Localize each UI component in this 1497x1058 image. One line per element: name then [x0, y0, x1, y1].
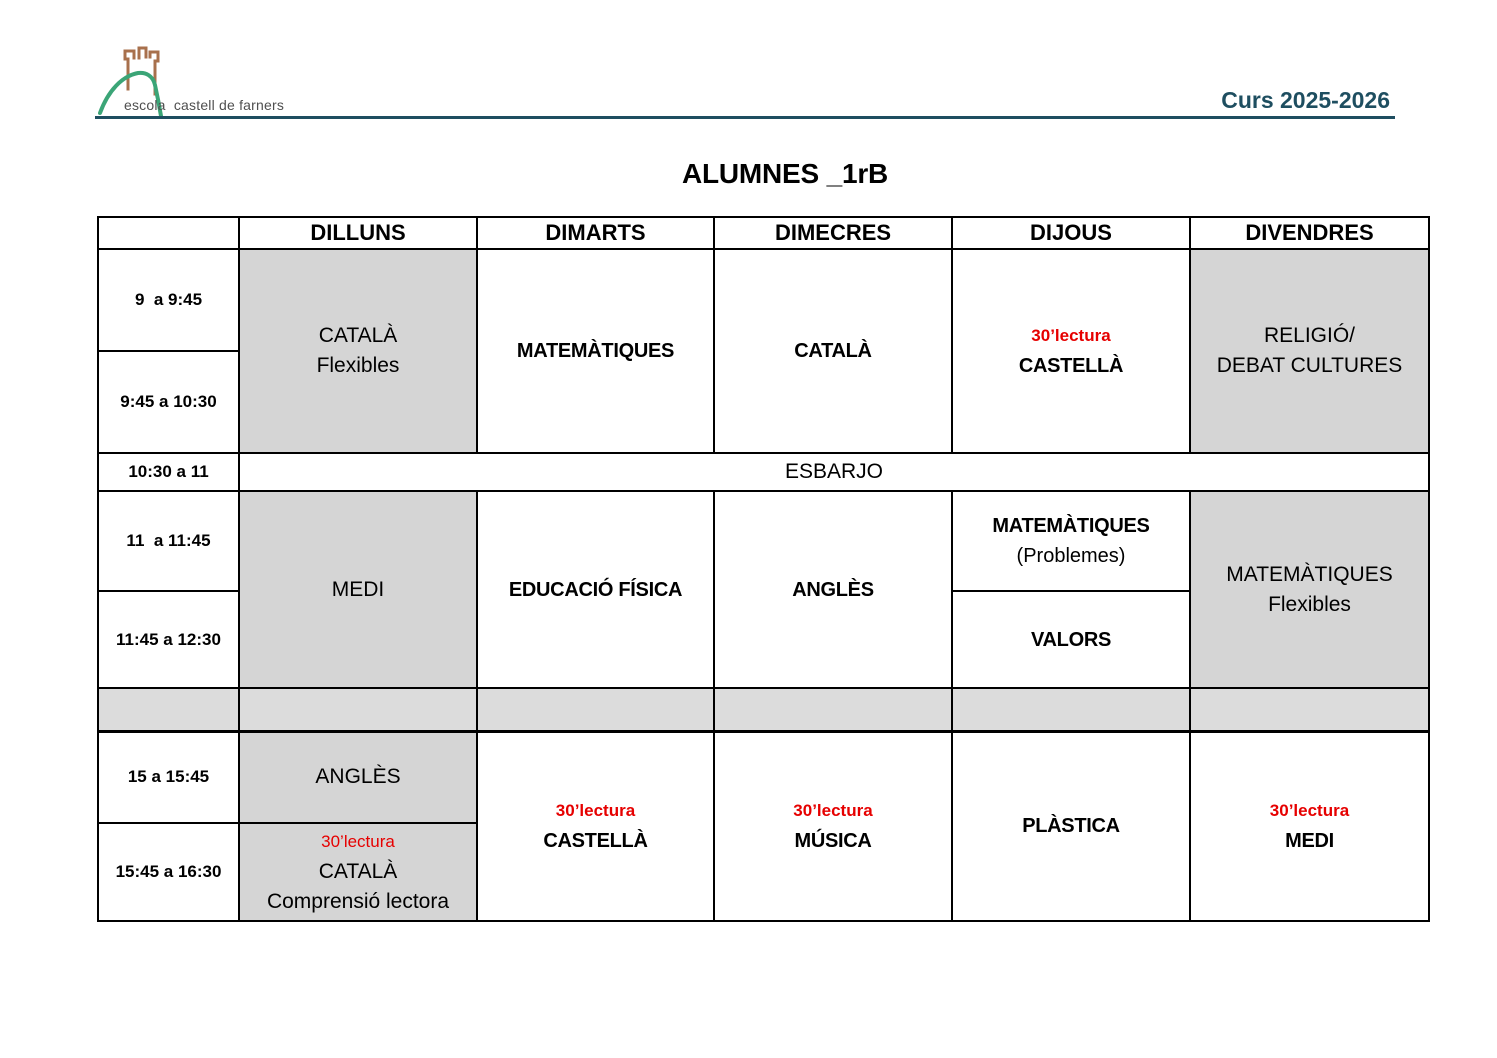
subject-line: MÚSICA: [794, 830, 872, 853]
time-slot-9-945: 9 a 9:45: [98, 249, 239, 351]
cell-block3-dilluns-bottom: [239, 823, 477, 921]
day-header-dilluns: DILLUNS: [239, 217, 477, 249]
cell-block2-dimecres: ANGLÈS: [714, 491, 952, 688]
course-year-label: Curs 2025-2026: [1221, 87, 1390, 113]
subject-line: Flexibles: [316, 354, 400, 377]
time-header-empty: [98, 217, 239, 249]
day-header-divendres: DIVENDRES: [1190, 217, 1429, 249]
reading-time-label: 30’lectura: [1031, 326, 1111, 345]
day-header-dimarts: DIMARTS: [477, 217, 714, 249]
logo-caption: escola castell de farners: [124, 97, 285, 113]
subject-line: CATALÀ: [318, 324, 398, 347]
cell-block3-divendres: [1190, 731, 1429, 921]
band-cell-divendres: [1190, 688, 1429, 731]
time-slot-15-1545: 15 a 15:45: [98, 731, 239, 823]
cell-block3-dilluns-top: ANGLÈS: [239, 731, 477, 823]
subject-line: RELIGIÓ/: [1263, 324, 1356, 347]
subject-line: CATALÀ: [318, 860, 398, 883]
cell-block1-dimarts: MATEMÀTIQUES: [477, 249, 714, 453]
subject-line: Flexibles: [1268, 592, 1351, 616]
page-title: ALUMNES _1rB: [681, 158, 889, 189]
reading-time-label: 30’lectura: [1269, 801, 1350, 821]
cell-block1-dijous: [952, 249, 1190, 453]
subject-line: DEBAT CULTURES: [1216, 354, 1403, 377]
subject-line: MATEMÀTIQUES: [992, 515, 1150, 537]
band-cell-dimarts: [477, 688, 714, 731]
band-cell-dimecres: [714, 688, 952, 731]
day-header-dimecres: DIMECRES: [714, 217, 952, 249]
time-slot-11-1145: 11 a 11:45: [98, 491, 239, 591]
cell-block2-dimarts: EDUCACIÓ FÍSICA: [477, 491, 714, 688]
subject-line: (Problemes): [1016, 545, 1126, 567]
cell-block1-dimecres: CATALÀ: [714, 249, 952, 453]
band-cell-dijous: [952, 688, 1190, 731]
time-slot-1545-1630: 15:45 a 16:30: [98, 823, 239, 921]
subject-line: CASTELLÀ: [1018, 355, 1124, 377]
cell-block1-divendres: [1190, 249, 1429, 453]
break-cell: ESBARJO: [239, 453, 1429, 491]
subject-line: MATEMÀTIQUES: [1226, 562, 1393, 586]
reading-time-label: 30’lectura: [555, 801, 636, 821]
header-rule: [95, 116, 1395, 119]
cell-block2-dijous-bottom: VALORS: [952, 591, 1190, 688]
band-cell-dilluns: [239, 688, 477, 731]
time-slot-1030-11: 10:30 a 11: [98, 453, 239, 491]
band-cell-time: [98, 688, 239, 731]
cell-block3-dimecres: [714, 731, 952, 921]
timetable: [97, 216, 1430, 922]
cell-block1-dilluns: [239, 249, 477, 453]
subject-line: MEDI: [1285, 830, 1334, 853]
cell-block2-divendres: [1190, 491, 1429, 688]
cell-block3-dimarts: [477, 731, 714, 921]
day-header-dijous: DIJOUS: [952, 217, 1190, 249]
cell-block2-dilluns: MEDI: [239, 491, 477, 688]
cell-block3-dijous: PLÀSTICA: [952, 731, 1190, 921]
subject-line: CASTELLÀ: [543, 830, 648, 853]
reading-time-label: 30’lectura: [321, 832, 395, 851]
subject-line: Comprensió lectora: [266, 890, 450, 913]
time-slot-945-1030: 9:45 a 10:30: [98, 351, 239, 453]
reading-time-label: 30’lectura: [793, 801, 873, 821]
cell-block2-dijous-top: [952, 491, 1190, 591]
time-slot-1145-1230: 11:45 a 12:30: [98, 591, 239, 688]
